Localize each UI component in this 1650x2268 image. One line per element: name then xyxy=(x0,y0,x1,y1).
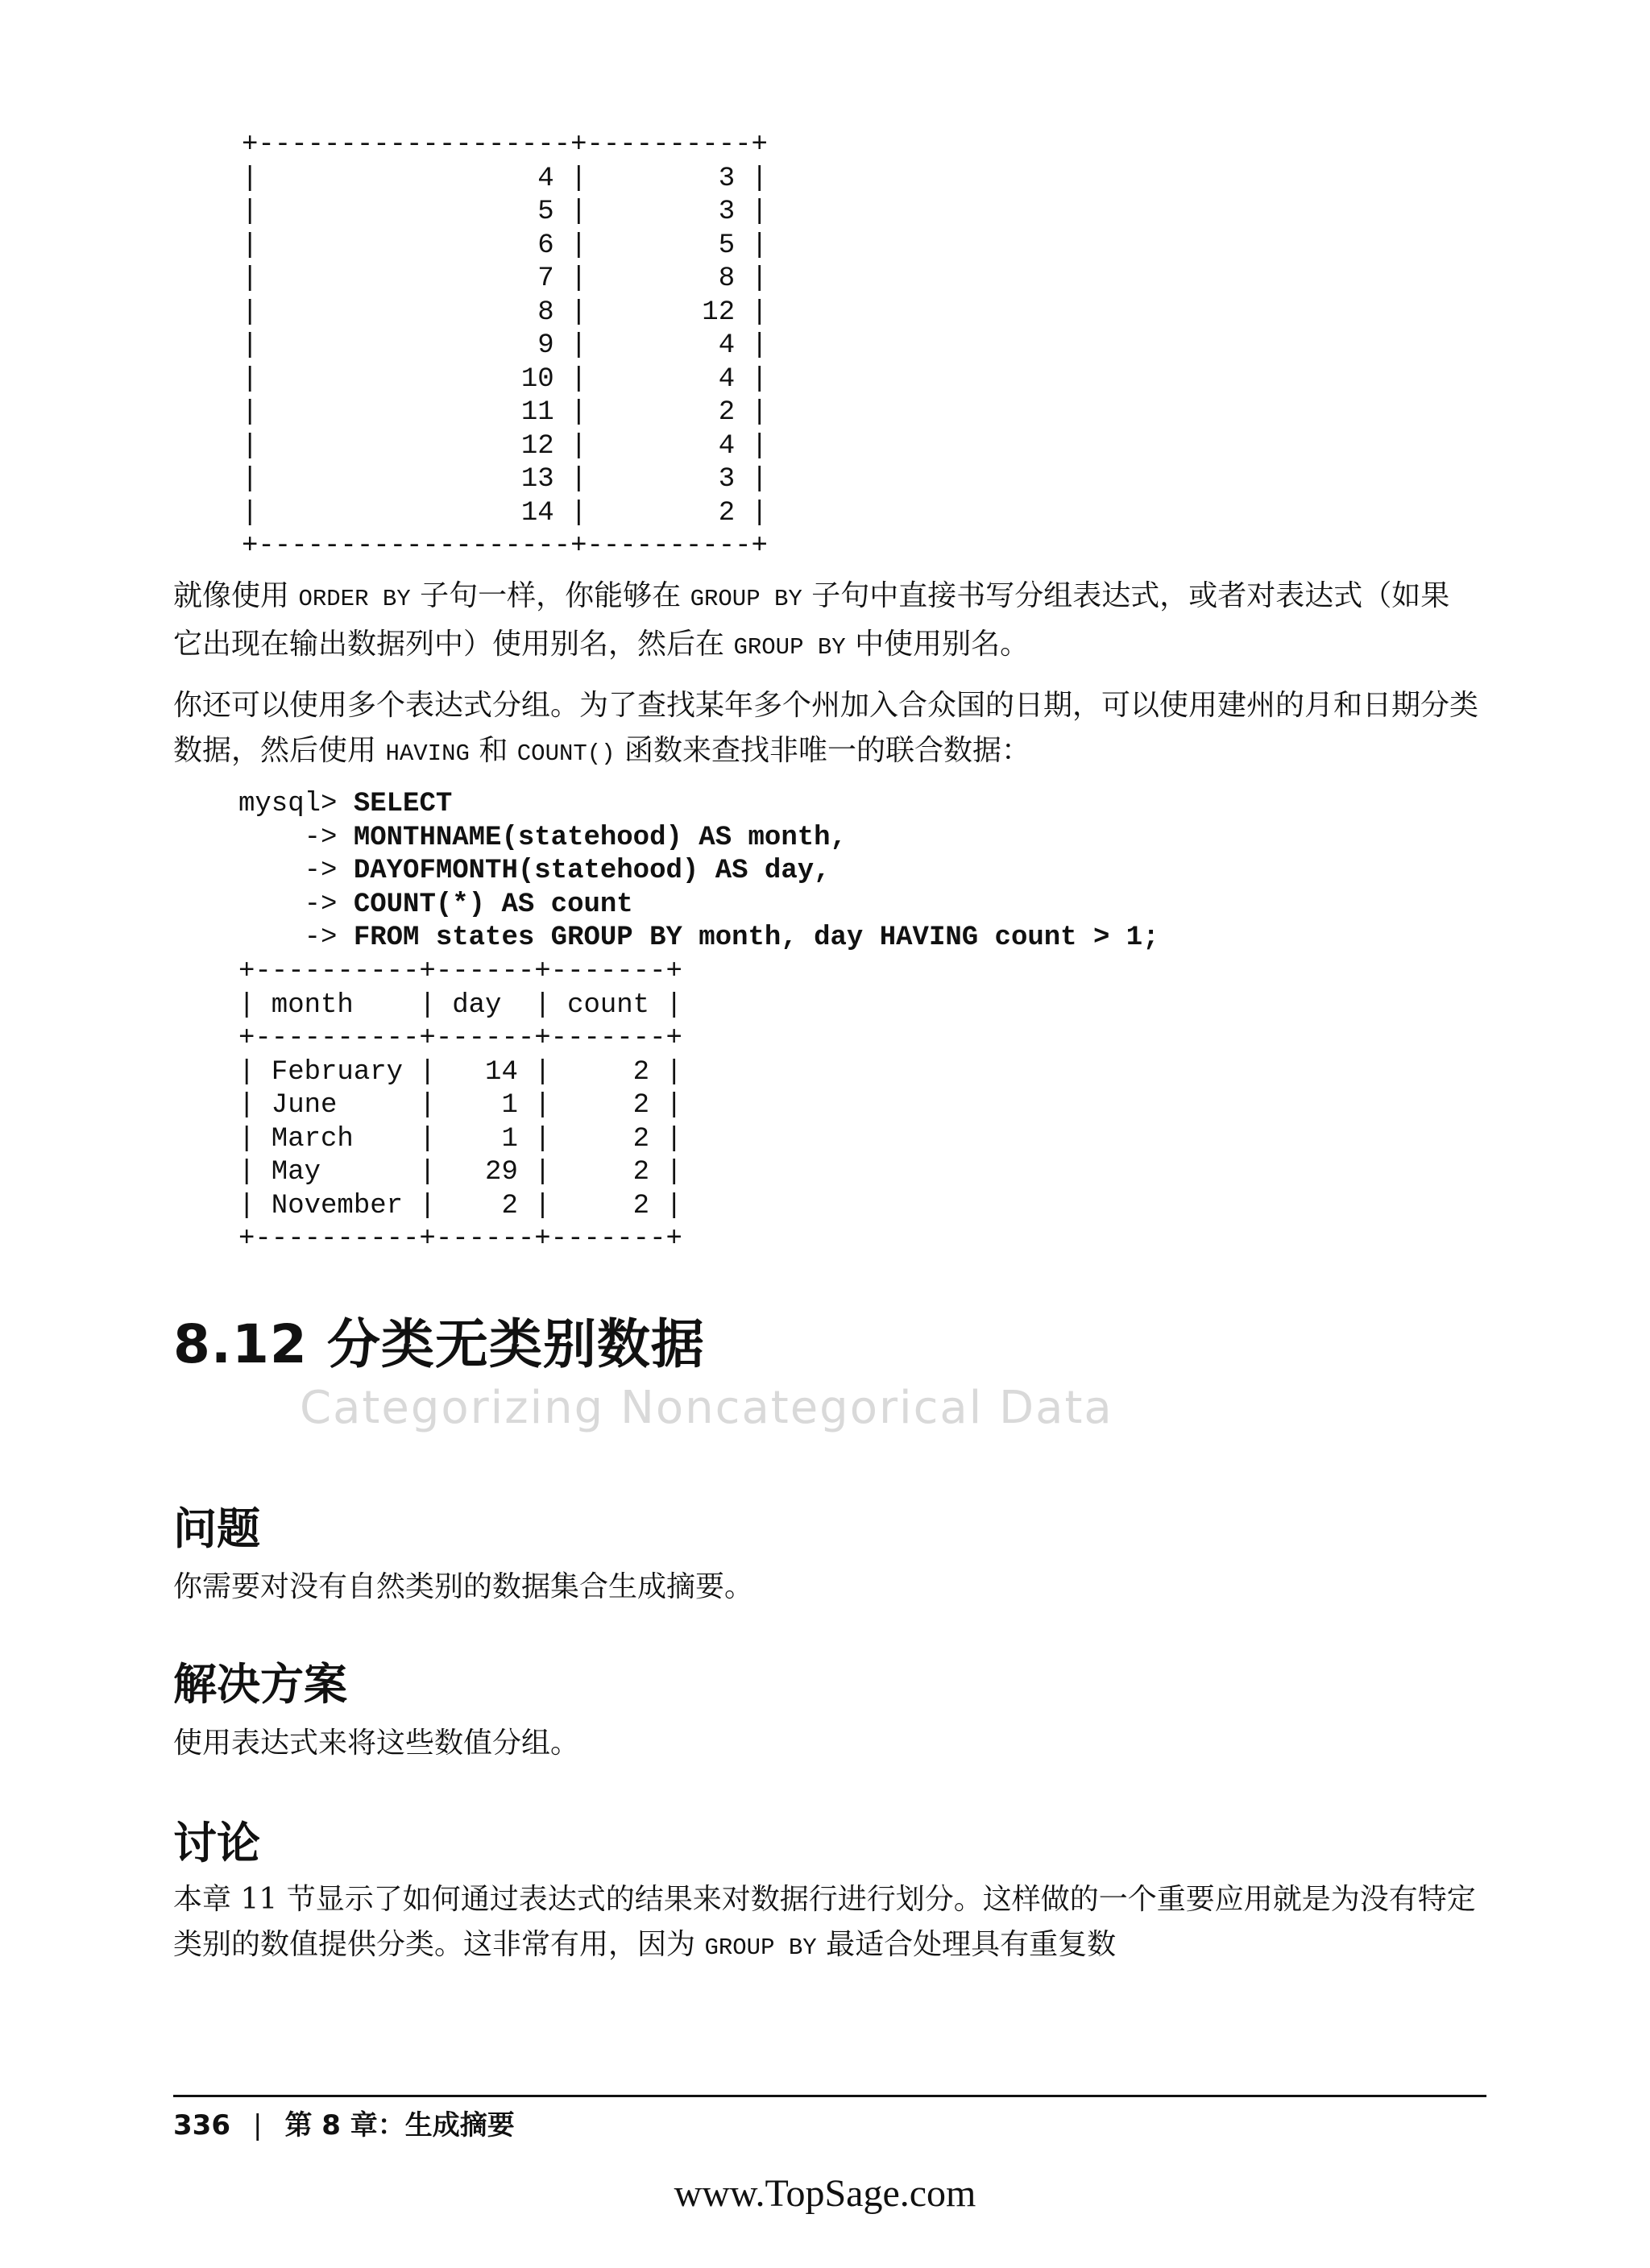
section-subtitle: Categorizing Noncategorical Data xyxy=(300,1382,1113,1434)
inline-code: HAVING xyxy=(385,740,470,767)
text-run: 就像使用 xyxy=(173,579,299,612)
text-run: 最适合处理具有重复数 xyxy=(816,1928,1117,1961)
footer-separator: | xyxy=(252,2109,263,2142)
text-run: 函数来查找非唯一的联合数据： xyxy=(615,734,1031,767)
table-row: | 11 | 2 | xyxy=(242,397,768,428)
table-border: +-------------------+----------+ xyxy=(242,130,768,160)
solution-text: 使用表达式来将这些数值分组。 xyxy=(173,1727,580,1760)
inline-code: ORDER BY xyxy=(298,586,411,612)
table-row: | 8 | 12 | xyxy=(242,296,768,328)
inline-code: GROUP BY xyxy=(704,1934,817,1961)
table-row: | May | 29 | 2 | xyxy=(238,1157,682,1188)
table-border: +-------------------+----------+ xyxy=(242,531,768,562)
query-line-3: -> DAYOFMONTH(statehood) AS day, xyxy=(238,856,831,886)
table-row: | February | 14 | 2 | xyxy=(238,1056,682,1088)
footer-rule xyxy=(173,2095,1486,2097)
text-run: 中使用别名。 xyxy=(845,628,1030,661)
table-border: +----------+------+-------+ xyxy=(238,1224,682,1254)
inline-code: GROUP BY xyxy=(690,586,802,612)
table-row: | 14 | 2 | xyxy=(242,497,768,529)
query-result-table xyxy=(238,956,682,1257)
table-row: | 5 | 3 | xyxy=(242,197,768,227)
chapter-title: 第 8 章：生成摘要 xyxy=(284,2109,515,2142)
discussion-text xyxy=(173,1877,1478,1971)
query-line-5: -> FROM states GROUP BY month, day HAVING count > 1; xyxy=(238,923,1159,953)
table-row: | 9 | 4 | xyxy=(242,330,768,361)
text-run: 子句中直接书写分组表达式，或者对表达式（如果它出现在输出数据列中）使用别名，然后在 xyxy=(173,579,1450,661)
paragraph-multiple-expressions xyxy=(173,683,1478,777)
inline-code: GROUP BY xyxy=(733,634,846,661)
solution-heading: 解决方案 xyxy=(173,1659,347,1710)
table-row: | 13 | 3 | xyxy=(242,464,768,495)
table-row: | 6 | 5 | xyxy=(242,230,768,261)
table-row: | November | 2 | 2 | xyxy=(238,1190,682,1221)
table-row: | month | day | count | xyxy=(238,989,682,1021)
table-border: +----------+------+-------+ xyxy=(238,1023,682,1054)
query-line-2: -> MONTHNAME(statehood) AS month, xyxy=(238,822,847,853)
page-number: 336 xyxy=(173,2109,230,2142)
table-row: | 12 | 4 | xyxy=(242,430,768,462)
query-select: SELECT xyxy=(353,789,453,819)
page-footer xyxy=(173,2103,515,2142)
text-run: 和 xyxy=(469,734,517,767)
problem-heading: 问题 xyxy=(173,1503,260,1554)
table-row: | 7 | 8 | xyxy=(242,263,768,294)
watermark-url: www.TopSage.com xyxy=(674,2172,976,2215)
discussion-heading: 讨论 xyxy=(173,1818,260,1868)
table-border: +----------+------+-------+ xyxy=(238,956,682,987)
table-row: | 10 | 4 | xyxy=(242,363,768,395)
table-row: | June | 1 | 2 | xyxy=(238,1090,682,1121)
section-title: 8.12 分类无类别数据 xyxy=(173,1313,705,1375)
text-run: 子句一样，你能够在 xyxy=(410,579,690,612)
text-run: 你还可以使用多个表达式分组。为了查找某年多个州加入合众国的日期，可以使用建州的月和日期分类数据，然后使用 xyxy=(173,689,1479,767)
top-table-output xyxy=(242,129,768,564)
inline-code: COUNT() xyxy=(516,740,616,767)
mysql-prompt: mysql> xyxy=(238,789,354,819)
paragraph-group-by-alias xyxy=(173,574,1478,670)
query-line-4: -> COUNT(*) AS count xyxy=(238,889,633,920)
query-line-1 xyxy=(238,788,1159,822)
sql-query xyxy=(238,788,1159,956)
table-row: | March | 1 | 2 | xyxy=(238,1123,682,1155)
problem-text: 你需要对没有自然类别的数据集合生成摘要。 xyxy=(173,1570,754,1603)
table-row: | 4 | 3 | xyxy=(242,163,768,194)
text-run: 本章 11 节显示了如何通过表达式的结果来对数据行进行划分。这样做的一个重要应用就是为没有特定类别的数值提供分类。这非常有用，因为 xyxy=(173,1883,1476,1961)
